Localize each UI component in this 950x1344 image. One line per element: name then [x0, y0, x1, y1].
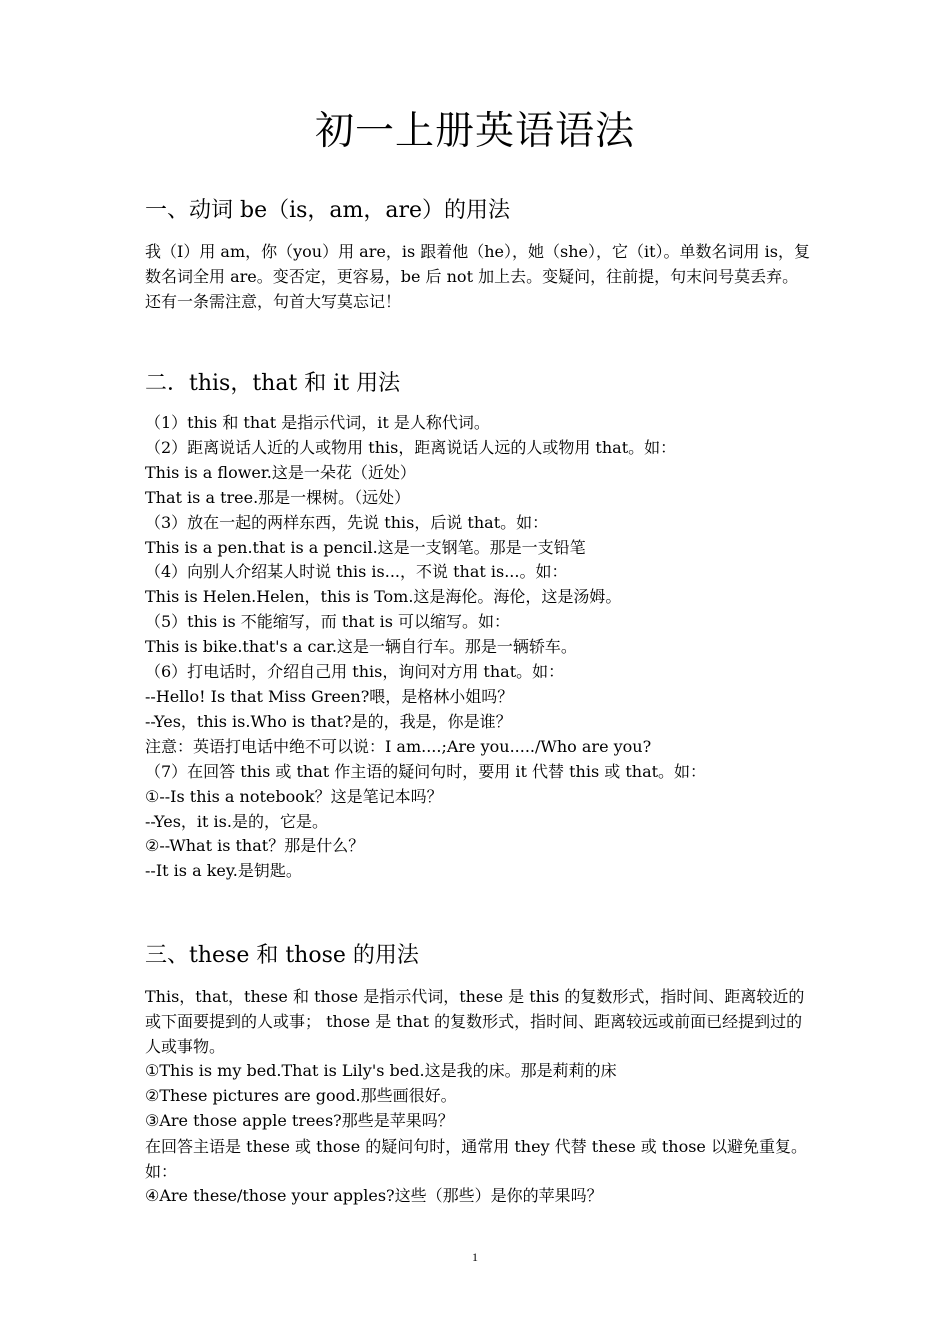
section-this-that-it [145, 368, 810, 884]
section-lines [145, 984, 810, 1209]
text-line: 注意：英语打电话中绝不可以说：I am....;Are you...../Who are you? [145, 736, 652, 756]
section-paragraph: 我（I）用 am，你（you）用 are，is 跟着他（he），她（she），它（it）。单数名词用 is，复数名词全用 are。变否定，更容易，be 后 not 加上去。变疑问，往前提，句末问号莫丢弃。还有一条需注意，句首大写莫忘记！ [145, 242, 810, 311]
text-line: ①--Is this a notebook？这是笔记本吗？ [145, 786, 443, 806]
text-line: （5）this is 不能缩写，而 that is 可以缩写。如： [145, 612, 511, 632]
text-line: （4）向别人介绍某人时说 this is...，不说 that is...。如： [145, 562, 568, 582]
section-lines [145, 411, 810, 884]
example-line: ③Are those apple trees?那些是苹果吗？ [145, 1110, 454, 1130]
section-heading: 一、动词 be（is，am，are）的用法 [145, 198, 511, 223]
text-line: （2）距离说话人近的人或物用 this，距离说话人远的人或物用 that。如： [145, 437, 677, 457]
text-line: This is a flower.这是一朵花（近处） [145, 462, 416, 482]
page-title: 初一上册英语语法 [314, 109, 635, 154]
section-heading: 二．this，that 和 it 用法 [145, 371, 401, 396]
text-line: （3）放在一起的两样东西，先说 this，后说 that。如： [145, 512, 549, 532]
section-paragraph: This，that，these 和 those 是指示代词，these 是 this 的复数形式，指时间、距离较近的或下面要提到的人或事； those 是 that 的复数形式，指时间、距离较远或前面已经提到过的人或事物。 [145, 987, 805, 1056]
text-line: ②--What is that？那是什么？ [145, 836, 365, 856]
page-number: 1 [472, 1250, 478, 1264]
text-line: That is a tree.那是一棵树。（远处） [145, 487, 411, 507]
text-line: （7）在回答 this 或 that 作主语的疑问句时，要用 it 代替 this 或 that。如： [145, 761, 707, 781]
text-line: This is bike.that's a car.这是一辆自行车。那是一辆轿车。 [145, 637, 577, 657]
text-line: （1）this 和 that 是指示代词，it 是人称代词。 [145, 413, 490, 432]
section-heading: 三、these 和 those 的用法 [145, 943, 419, 968]
example-line: ②These pictures are good.那些画很好。 [145, 1085, 457, 1105]
note-paragraph: 在回答主语是 these 或 those 的疑问句时，通常用 they 代替 these 或 those 以避免重复。如： [145, 1136, 807, 1181]
text-line: --Yes，it is.是的，它是。 [145, 811, 328, 831]
text-line: This is a pen.that is a pencil.这是一支钢笔。那是一支铅笔 [145, 537, 586, 557]
section-be-usage [145, 195, 810, 314]
text-line: （6）打电话时，介绍自己用 this，询问对方用 that。如： [145, 662, 565, 682]
text-line: --Yes，this is.Who is that?是的，我是，你是谁？ [145, 711, 512, 731]
text-line: This is Helen.Helen，this is Tom.这是海伦。海伦，这是汤姆。 [145, 587, 622, 607]
section-these-those [145, 940, 810, 1209]
example-line: ①This is my bed.That is Lily's bed.这是我的床。那是莉莉的床 [145, 1061, 617, 1080]
text-line: --Hello! Is that Miss Green?喂，是格林小姐吗？ [145, 686, 514, 706]
text-line: --It is a key.是钥匙。 [145, 861, 302, 881]
example-line: ④Are these/those your apples?这些（那些）是你的苹果吗？ [145, 1185, 603, 1205]
